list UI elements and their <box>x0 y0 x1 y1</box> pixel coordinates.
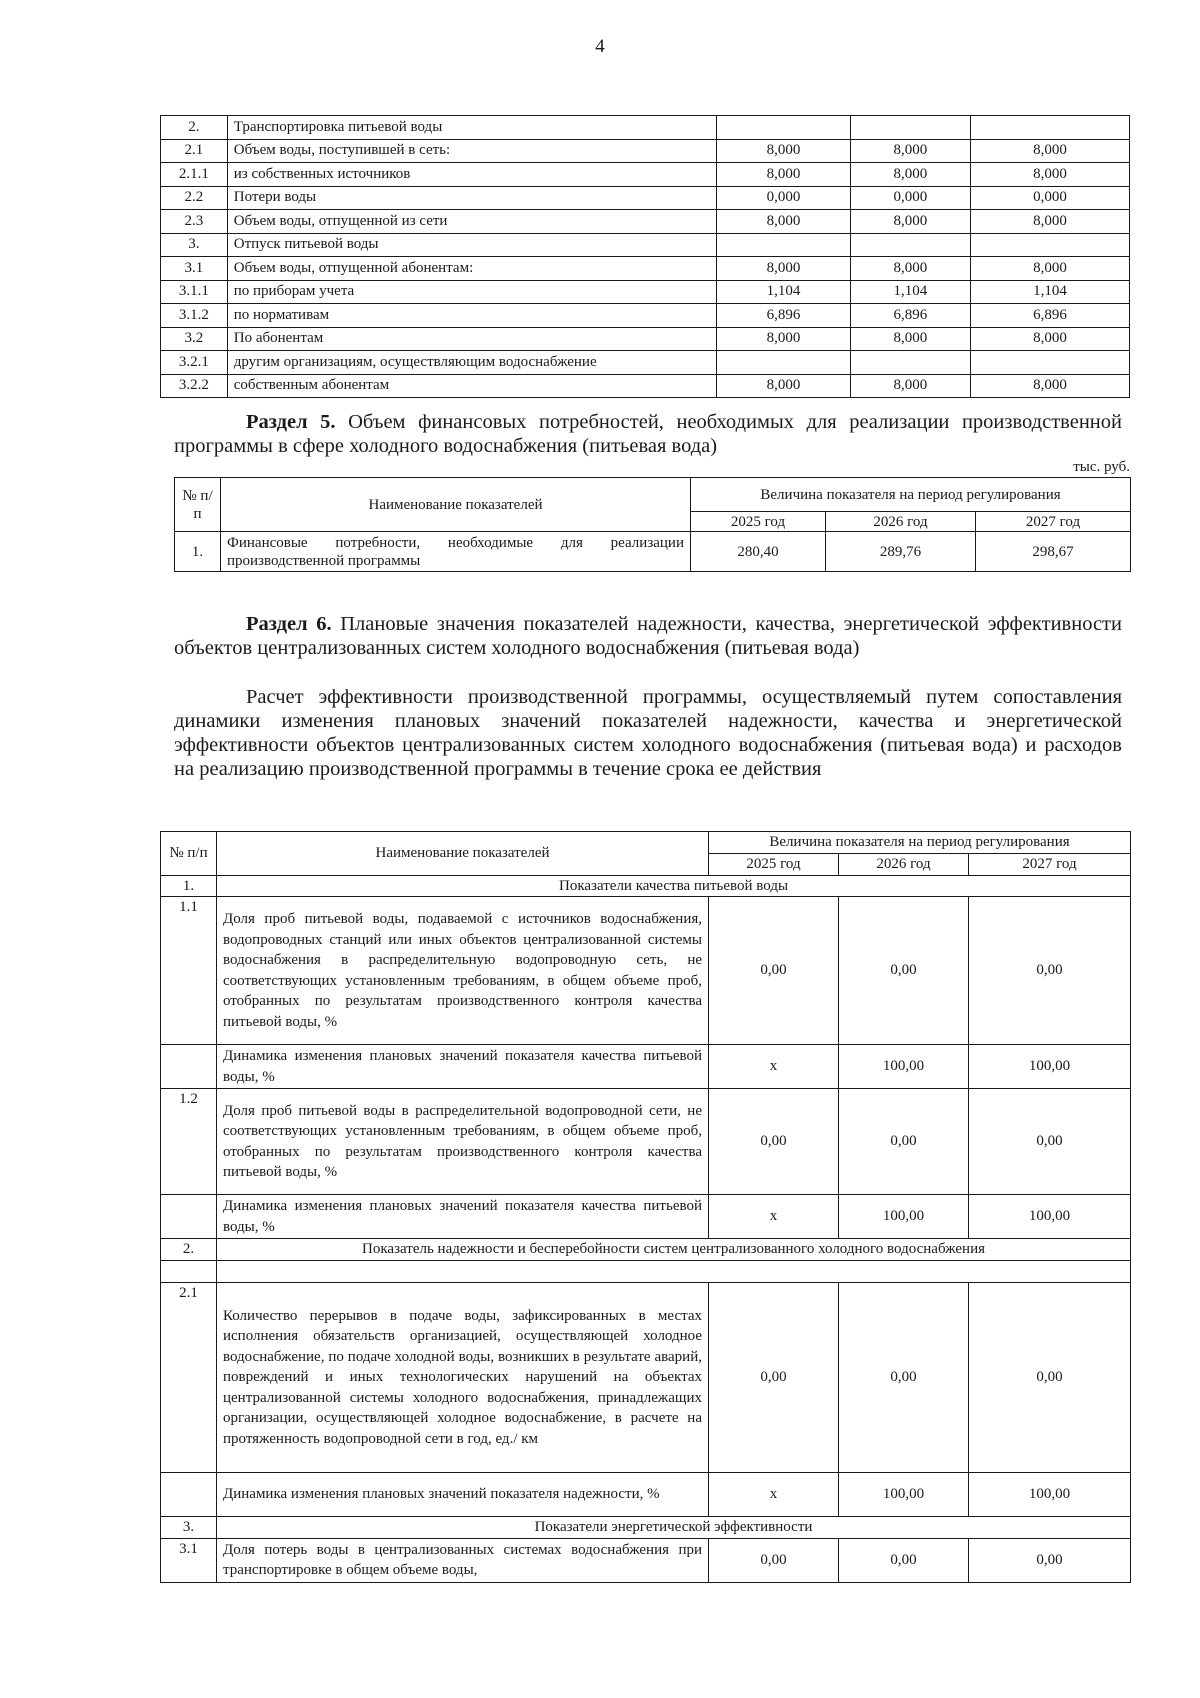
t3-r12d-num <box>161 1195 217 1239</box>
row-value-2027: 8,000 <box>970 257 1129 281</box>
row-num: 2. <box>161 116 228 140</box>
table-row <box>161 327 1130 351</box>
financial-needs-table <box>174 477 1131 572</box>
row-value-2027: 8,000 <box>970 163 1129 187</box>
t3-r11-num: 1.1 <box>161 897 217 1045</box>
t2-year-2025: 2025 год <box>691 512 826 532</box>
row-value-2025: 8,000 <box>717 257 851 281</box>
row-num: 3.2 <box>161 327 228 351</box>
t3-r12-2026: 0,00 <box>839 1089 969 1195</box>
t3-r11-2025: 0,00 <box>709 897 839 1045</box>
row-value-2025 <box>717 351 851 375</box>
t3-r21d-2026: 100,00 <box>839 1473 969 1517</box>
t3-group1-num: 1. <box>161 875 217 897</box>
t3-r31-name: Доля потерь воды в централизованных системах водоснабжения при транспортировке в общем объеме воды, <box>217 1538 709 1582</box>
row-value-2026 <box>850 233 970 257</box>
t2-head-name: Наименование показателей <box>221 478 691 532</box>
row-value-2025 <box>717 116 851 140</box>
row-value-2025: 0,000 <box>717 186 851 210</box>
row-value-2026: 1,104 <box>850 280 970 304</box>
row-value-2026: 8,000 <box>850 210 970 234</box>
t3-group3-num: 3. <box>161 1517 217 1539</box>
t2-row-name: Финансовые потребности, необходимые для реализации производственной программы <box>221 532 691 572</box>
row-value-2027 <box>970 116 1129 140</box>
row-num: 2.2 <box>161 186 228 210</box>
t3-head-period: Величина показателя на период регулирования <box>709 832 1131 854</box>
t3-group1-title: Показатели качества питьевой воды <box>217 875 1131 897</box>
t2-head-num: № п/п <box>175 478 221 532</box>
row-value-2027: 1,104 <box>970 280 1129 304</box>
row-value-2027: 6,896 <box>970 304 1129 328</box>
row-name: Отпуск питьевой воды <box>227 233 717 257</box>
t3-r12-2025: 0,00 <box>709 1089 839 1195</box>
row-value-2025 <box>717 233 851 257</box>
t2-year-2026: 2026 год <box>826 512 976 532</box>
section5-label: Раздел 5. <box>246 411 336 433</box>
t3-r12d-2026: 100,00 <box>839 1195 969 1239</box>
t3-r11d-2025: х <box>709 1045 839 1089</box>
t3-group3-title: Показатели энергетической эффективности <box>217 1517 1131 1539</box>
t3-year-2025: 2025 год <box>709 854 839 876</box>
row-num: 3.1 <box>161 257 228 281</box>
row-name: Объем воды, отпущенной абонентам: <box>227 257 717 281</box>
row-value-2026: 6,896 <box>850 304 970 328</box>
t3-group2-num: 2. <box>161 1239 217 1261</box>
t3-r12-name: Доля проб питьевой воды в распределительной водопроводной сети, не соответствующих установленным требованиям, в общем объеме проб, отобранных по результатам производственного контроля качества питьевой воды, % <box>217 1089 709 1195</box>
t3-r12-2027: 0,00 <box>969 1089 1131 1195</box>
row-num: 2.3 <box>161 210 228 234</box>
table-row <box>161 116 1130 140</box>
row-name: по нормативам <box>227 304 717 328</box>
row-num: 3. <box>161 233 228 257</box>
t3-r21-num: 2.1 <box>161 1283 217 1473</box>
section6-text: Плановые значения показателей надежности, качества, энергетической эффективности объектов централизованных систем холодного водоснабжения (питьевая вода) <box>174 613 1122 659</box>
t3-r11d-2026: 100,00 <box>839 1045 969 1089</box>
units-label: тыс. руб. <box>1073 459 1130 475</box>
t3-r21d-name: Динамика изменения плановых значений показателя надежности, % <box>217 1473 709 1517</box>
row-value-2027: 8,000 <box>970 139 1129 163</box>
row-value-2027 <box>970 233 1129 257</box>
row-name: другим организациям, осуществляющим водоснабжение <box>227 351 717 375</box>
row-name: Транспортировка питьевой воды <box>227 116 717 140</box>
row-name: из собственных источников <box>227 163 717 187</box>
t3-r21d-num <box>161 1473 217 1517</box>
page-number: 4 <box>595 36 605 57</box>
t3-r12d-2025: х <box>709 1195 839 1239</box>
table-row <box>161 280 1130 304</box>
row-name: по приборам учета <box>227 280 717 304</box>
section6-heading <box>174 612 1122 660</box>
t3-r11d-name: Динамика изменения плановых значений показателя качества питьевой воды, % <box>217 1045 709 1089</box>
row-value-2027: 0,000 <box>970 186 1129 210</box>
t3-spacer-num <box>161 1261 217 1283</box>
row-num: 3.2.2 <box>161 374 228 398</box>
row-value-2026: 8,000 <box>850 257 970 281</box>
section6-calc-text: Расчет эффективности производственной программы, осуществляемый путем сопоставления динамики изменения плановых значений показателей надежности, качества и энергетической эффективности объектов централизованных систем холодного водоснабжения (питьевая вода) и расходов на реализацию производственной программы в течение срока ее действия <box>174 686 1122 780</box>
t3-r11-2026: 0,00 <box>839 897 969 1045</box>
t3-year-2026: 2026 год <box>839 854 969 876</box>
water-volume-table <box>160 115 1130 398</box>
t3-year-2027: 2027 год <box>969 854 1131 876</box>
table-row <box>161 210 1130 234</box>
t3-r21d-2025: х <box>709 1473 839 1517</box>
table-row <box>161 163 1130 187</box>
row-name: Объем воды, поступившей в сеть: <box>227 139 717 163</box>
row-value-2025: 8,000 <box>717 210 851 234</box>
row-num: 3.1.2 <box>161 304 228 328</box>
t2-row-2025: 280,40 <box>691 532 826 572</box>
indicators-table <box>160 831 1131 1583</box>
row-value-2025: 8,000 <box>717 327 851 351</box>
section6-label: Раздел 6. <box>246 613 332 635</box>
t2-row-2026: 289,76 <box>826 532 976 572</box>
row-name: Объем воды, отпущенной из сети <box>227 210 717 234</box>
row-value-2025: 8,000 <box>717 163 851 187</box>
t3-r21-2026: 0,00 <box>839 1283 969 1473</box>
section5-text: Объем финансовых потребностей, необходимых для реализации производственной программы в сфере холодного водоснабжения (питьевая вода) <box>174 411 1122 457</box>
table-row <box>161 233 1130 257</box>
row-value-2025: 6,896 <box>717 304 851 328</box>
t3-r31-2025: 0,00 <box>709 1538 839 1582</box>
t3-r31-num: 3.1 <box>161 1538 217 1582</box>
t3-r21-2027: 0,00 <box>969 1283 1131 1473</box>
t2-row-2027: 298,67 <box>976 532 1131 572</box>
table-row <box>161 186 1130 210</box>
row-value-2025: 1,104 <box>717 280 851 304</box>
row-num: 2.1 <box>161 139 228 163</box>
row-value-2027 <box>970 351 1129 375</box>
table-row <box>161 304 1130 328</box>
t2-row-num: 1. <box>175 532 221 572</box>
row-value-2026: 8,000 <box>850 139 970 163</box>
row-num: 2.1.1 <box>161 163 228 187</box>
t2-head-period: Величина показателя на период регулирования <box>691 478 1131 512</box>
row-num: 3.1.1 <box>161 280 228 304</box>
row-value-2026: 8,000 <box>850 163 970 187</box>
row-value-2027: 8,000 <box>970 374 1129 398</box>
row-value-2027: 8,000 <box>970 327 1129 351</box>
t3-r11-name: Доля проб питьевой воды, подаваемой с источников водоснабжения, водопроводных станций или иных объектов централизованной системы водоснабжения в распределительную водопроводную сеть, не соответствующих установленным требованиям, в общем объеме проб, отобранных по результатам производственного контроля качества питьевой воды, % <box>217 897 709 1045</box>
t3-r21d-2027: 100,00 <box>969 1473 1131 1517</box>
table-row <box>161 374 1130 398</box>
table-row <box>161 351 1130 375</box>
t3-r12-num: 1.2 <box>161 1089 217 1195</box>
t3-r31-2027: 0,00 <box>969 1538 1131 1582</box>
row-value-2026 <box>850 351 970 375</box>
row-name: По абонентам <box>227 327 717 351</box>
row-value-2025: 8,000 <box>717 374 851 398</box>
row-value-2026: 8,000 <box>850 374 970 398</box>
t3-r12d-name: Динамика изменения плановых значений показателя качества питьевой воды, % <box>217 1195 709 1239</box>
row-value-2026 <box>850 116 970 140</box>
t3-group2-title: Показатель надежности и бесперебойности систем централизованного холодного водоснабжения <box>217 1239 1131 1261</box>
row-value-2027: 8,000 <box>970 210 1129 234</box>
row-value-2025: 8,000 <box>717 139 851 163</box>
t3-r11-2027: 0,00 <box>969 897 1131 1045</box>
t3-head-num: № п/п <box>161 832 217 876</box>
t3-head-name: Наименование показателей <box>217 832 709 876</box>
table-row <box>161 139 1130 163</box>
t2-year-2027: 2027 год <box>976 512 1131 532</box>
t3-r21-2025: 0,00 <box>709 1283 839 1473</box>
row-name: Потери воды <box>227 186 717 210</box>
t3-r11d-num <box>161 1045 217 1089</box>
table-row <box>161 257 1130 281</box>
t3-r31-2026: 0,00 <box>839 1538 969 1582</box>
section5-heading <box>174 410 1122 458</box>
row-num: 3.2.1 <box>161 351 228 375</box>
t3-r21-name: Количество перерывов в подаче воды, зафиксированных в местах исполнения обязательств организацией, осуществляющей холодное водоснабжение, по подаче холодной воды, возникших в результате аварий, повреждений и иных технологических нарушений на объектах централизованной системы холодного водоснабжения, принадлежащих организации, осуществляющей холодное водоснабжение, в расчете на протяженность водопроводной сети в год, ед./ км <box>217 1283 709 1473</box>
row-name: собственным абонентам <box>227 374 717 398</box>
t3-r12d-2027: 100,00 <box>969 1195 1131 1239</box>
t3-spacer <box>217 1261 1131 1283</box>
t3-r11d-2027: 100,00 <box>969 1045 1131 1089</box>
row-value-2026: 0,000 <box>850 186 970 210</box>
row-value-2026: 8,000 <box>850 327 970 351</box>
